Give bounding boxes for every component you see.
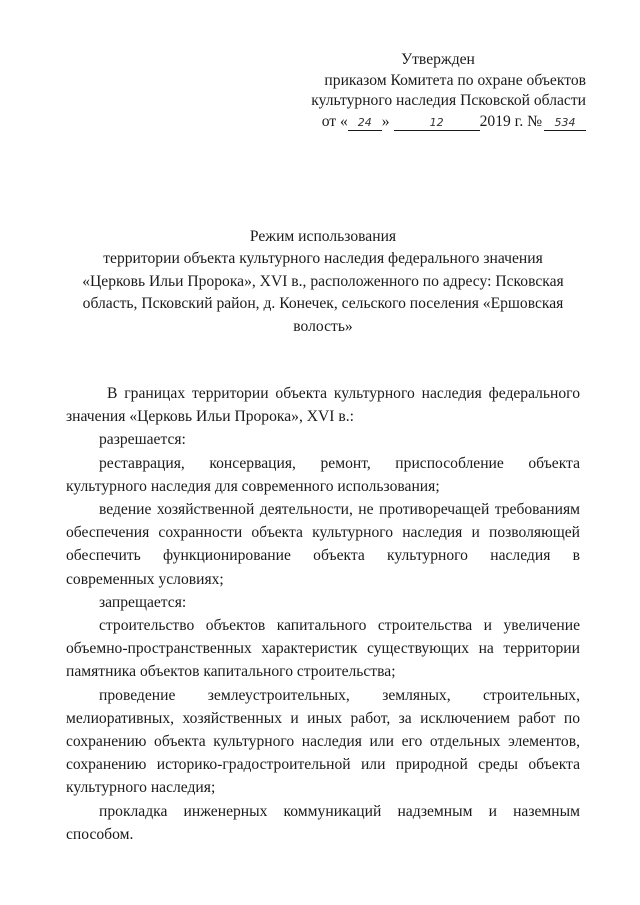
date-month-handwritten: 12 [394, 115, 480, 131]
allowed-item: реставрация, консервация, ремонт, приспособление объекта культурного наследия для современного использования; [66, 454, 580, 495]
title-line-1: Режим использования [249, 228, 397, 245]
approval-date-line [270, 112, 586, 133]
doc-number-handwritten: 534 [544, 115, 586, 131]
document-body [66, 382, 580, 846]
date-prefix: от « [321, 112, 348, 130]
title-line-5: волость» [293, 317, 353, 335]
forbidden-item: прокладка инженерных коммуникаций надземным и наземным способом. [66, 802, 580, 843]
title-line-4: область, Псковский район, д. Конечек, сельского поселения «Ершовская [82, 295, 564, 313]
approval-block [270, 50, 586, 132]
intro-paragraph: В границах территории объекта культурного наследия федерального значения «Церковь Ильи Пророка», XVI в.: [66, 385, 580, 426]
approval-heading: Утвержден [401, 51, 475, 68]
approval-committee-line: культурного наследия Псковской области [311, 92, 586, 110]
forbidden-item: проведение землеустроительных, земляных, строительных, мелиоративных, хозяйственных и иных работ, за исключением работ по сохранению объекта культурного наследия или его отдельных элементов, сохранению историко-градостроительной или природной среды объекта культурного наследия; [66, 686, 580, 797]
forbidden-item: строительство объектов капитального строительства и увеличение объемно-пространственных характеристик существующих на территории памятника объектов капитального строительства; [66, 617, 580, 681]
allowed-label: разрешается: [99, 431, 186, 449]
document-title [66, 226, 580, 338]
date-year: 2019 г. № [479, 112, 542, 130]
approval-order-line: приказом Комитета по охране объектов [324, 71, 586, 89]
allowed-item: ведение хозяйственной деятельности, не противоречащей требованиям обеспечения сохранности объекта культурного наследия и позволяющей обеспечить функционирование объекта культурного наследия в современных условиях; [66, 501, 580, 588]
date-mid: » [381, 112, 390, 130]
title-line-2: территории объекта культурного наследия федерального значения [103, 250, 543, 268]
forbidden-label: запрещается: [99, 593, 187, 611]
date-day-handwritten: 24 [348, 115, 382, 131]
title-line-3: «Церковь Ильи Пророка», XVI в., расположенного по адресу: Псковская [82, 272, 564, 290]
